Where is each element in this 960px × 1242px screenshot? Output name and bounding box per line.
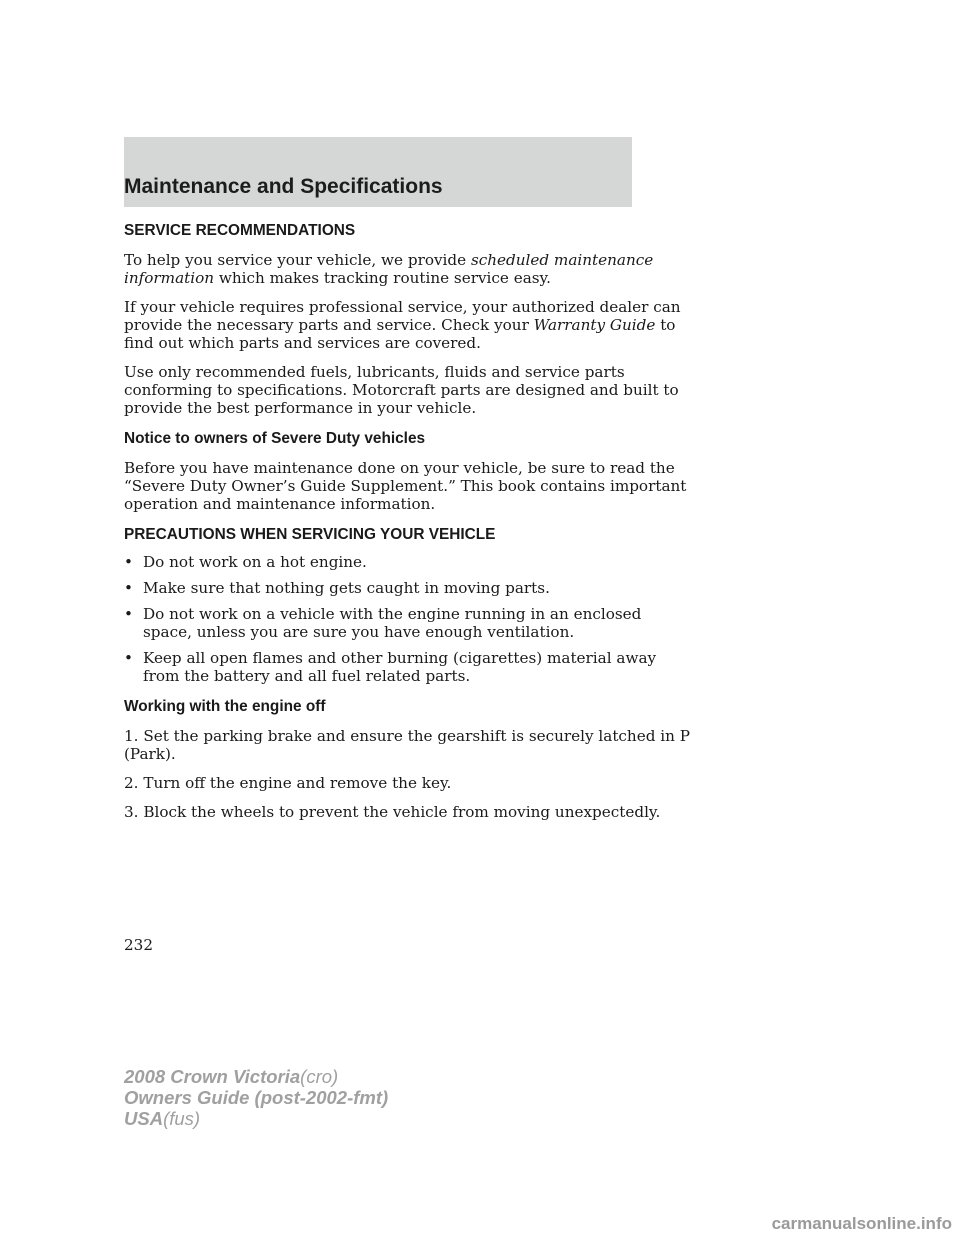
text-line: conforming to specifications. Motorcraft parts are designed and built to [124, 381, 679, 399]
paragraph-step-2 [124, 774, 644, 792]
italic-term: information [124, 269, 215, 287]
footer-line [124, 1108, 388, 1129]
text-line: Do not work on a vehicle with the engine running in an enclosed [143, 605, 642, 623]
footer-guide: Owners Guide (post-2002-fmt) [124, 1087, 389, 1108]
footer-market: USA [124, 1108, 164, 1129]
italic-term: scheduled maintenance [470, 251, 654, 269]
section-heading-engine-off: Working with the engine off [124, 698, 326, 715]
text-line: Make sure that nothing gets caught in moving parts. [143, 579, 550, 597]
text-line: 3. Block the wheels to prevent the vehicle from moving unexpectedly. [124, 803, 661, 821]
paragraph-step-3 [124, 803, 661, 821]
text-line: 2. Turn off the engine and remove the key. [124, 774, 452, 792]
text-line: operation and maintenance information. [124, 495, 436, 513]
italic-term: Warranty Guide [533, 316, 656, 334]
text-line: find out which parts and services are covered. [124, 334, 481, 352]
precautions-list [124, 553, 657, 685]
bullet-icon: • [124, 553, 133, 571]
document-footer [124, 1066, 388, 1129]
footer-model: 2008 Crown Victoria [124, 1066, 301, 1087]
paragraph-service-intro [124, 251, 654, 287]
text-line: Before you have maintenance done on your vehicle, be sure to read the [124, 459, 675, 477]
text-line [124, 269, 644, 287]
text-span: To help you service your vehicle, we provide [124, 251, 467, 269]
bullet-icon: • [124, 649, 133, 667]
bullet-icon: • [124, 605, 133, 623]
list-item [124, 579, 644, 597]
list-item [124, 553, 644, 571]
section-heading-service-recommendations: SERVICE RECOMMENDATIONS [124, 222, 356, 239]
footer-line [124, 1066, 388, 1087]
list-item [124, 649, 657, 685]
section-heading-precautions: PRECAUTIONS WHEN SERVICING YOUR VEHICLE [124, 526, 496, 543]
text-span: to [660, 316, 676, 334]
page-number: 232 [124, 936, 153, 954]
text-line [124, 251, 654, 269]
page-title: Maintenance and Specifications [124, 175, 443, 198]
text-line: “Severe Duty Owner’s Guide Supplement.” This book contains important [124, 477, 687, 495]
text-line: (Park). [124, 745, 176, 763]
list-item [124, 605, 644, 641]
text-line: Keep all open flames and other burning (cigarettes) material away [143, 649, 657, 667]
text-line [124, 316, 676, 334]
page-content [124, 222, 690, 821]
text-line: 1. Set the parking brake and ensure the gearshift is securely latched in P [124, 727, 690, 745]
footer-code: (fus) [163, 1108, 201, 1129]
footer-code: (cro) [300, 1066, 339, 1087]
paragraph-step-1 [124, 727, 690, 763]
section-heading-severe-duty: Notice to owners of Severe Duty vehicles [124, 430, 426, 447]
footer-line [124, 1087, 388, 1108]
paragraph-recommended-parts [124, 363, 679, 417]
text-span: which makes tracking routine service easy. [218, 269, 551, 287]
text-span: provide the necessary parts and service. Check your [124, 316, 529, 334]
bullet-icon: • [124, 579, 133, 597]
watermark: carmanualsonline.info [771, 1214, 952, 1233]
text-line: space, unless you are sure you have enough ventilation. [143, 623, 575, 641]
text-line: If your vehicle requires professional service, your authorized dealer can [124, 298, 681, 316]
text-line: provide the best performance in your vehicle. [124, 399, 477, 417]
text-line: Do not work on a hot engine. [143, 553, 367, 571]
paragraph-severe-duty [124, 459, 687, 513]
text-line: from the battery and all fuel related parts. [143, 667, 471, 685]
paragraph-professional-service [124, 298, 681, 352]
text-line: Use only recommended fuels, lubricants, fluids and service parts [124, 363, 625, 381]
